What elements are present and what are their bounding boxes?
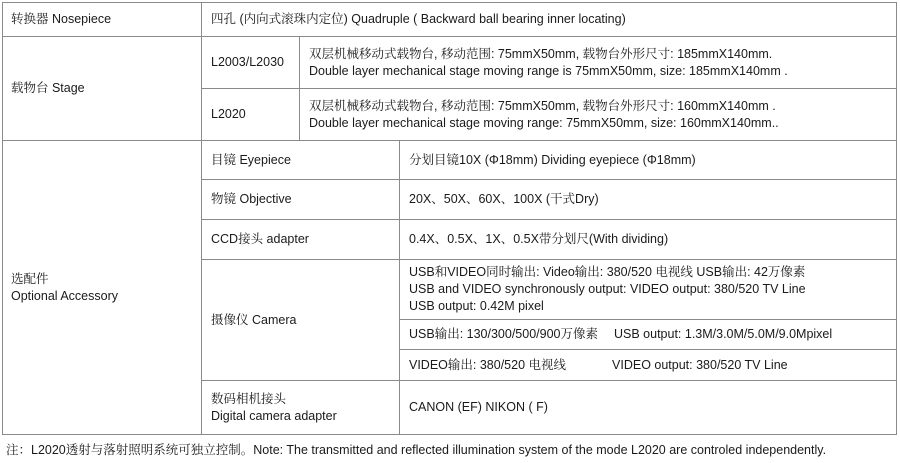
digital-label-en: Digital camera adapter [211,408,337,423]
spec-table [2,2,897,435]
eyepiece-value: 分划目镜10X (Φ18mm) Dividing eyepiece (Φ18mm) [400,141,897,180]
digital-value: CANON (EF) NIKON ( F) [400,381,897,435]
objective-label: 物镜 Objective [202,180,400,220]
stage-desc-1 [300,37,897,89]
stage-desc-2-cn: 双层机械移动式载物台, 移动范围: 75mmX50mm, 载物台外形尺寸: 160mmX140mm . [309,98,776,113]
camera-value-3-en: VIDEO output: 380/520 TV Line [612,357,788,372]
footnote: 注：L2020透射与落射照明系统可独立控制。Note: The transmitted and reflected illumination system of the mode L2020 are controled independently. [6,443,827,457]
stage-model-1: L2003/L2030 [202,37,300,89]
ccd-label: CCD接头 adapter [202,220,400,260]
camera-value-3 [400,350,897,381]
camera-value-1-line-1: USB和VIDEO同时输出: Video输出: 380/520 电视线 USB输出: 42万像素 [409,265,806,279]
nosepiece-label: 转换器 Nosepiece [3,3,202,37]
digital-label-cn: 数码相机接头 [211,391,287,406]
stage-row-1 [3,37,897,89]
camera-label: 摄像仪 Camera [202,260,400,381]
stage-desc-1-en: Double layer mechanical stage moving range is 75mmX50mm, size: 185mmX140mm . [309,63,788,78]
camera-value-3-cn: VIDEO输出: 380/520 电视线 [409,357,567,372]
stage-desc-2-en: Double layer mechanical stage moving range: 75mmX50mm, size: 160mmX140mm.. [309,115,779,130]
ccd-value: 0.4X、0.5X、1X、0.5X带分划尺(With dividing) [400,220,897,260]
stage-desc-2 [300,89,897,141]
optional-label-en: Optional Accessory [11,288,118,303]
camera-value-1-line-2: USB and VIDEO synchronously output: VIDEO output: 380/520 TV Line [409,282,806,296]
stage-model-2: L2020 [202,89,300,141]
camera-value-2-cn: USB输出: 130/300/500/900万像素 [409,327,598,341]
stage-desc-1-cn: 双层机械移动式载物台, 移动范围: 75mmX50mm, 载物台外形尺寸: 185mmX140mm. [309,46,773,61]
camera-value-1-line-3: USB output: 0.42M pixel [409,299,544,313]
optional-label [3,141,202,435]
eyepiece-label: 目镜 Eyepiece [202,141,400,180]
optional-label-cn: 选配件 [11,271,49,286]
nosepiece-value: 四孔 (内向式滚珠内定位) Quadruple ( Backward ball bearing inner locating) [202,3,897,37]
nosepiece-row [3,3,897,37]
digital-label [202,381,400,435]
objective-value: 20X、50X、60X、100X (干式Dry) [400,180,897,220]
camera-value-1 [400,260,897,320]
eyepiece-row [3,141,897,180]
camera-value-2 [400,320,897,350]
camera-value-2-en: USB output: 1.3M/3.0M/5.0M/9.0Mpixel [614,327,833,341]
stage-label: 载物台 Stage [3,37,202,141]
